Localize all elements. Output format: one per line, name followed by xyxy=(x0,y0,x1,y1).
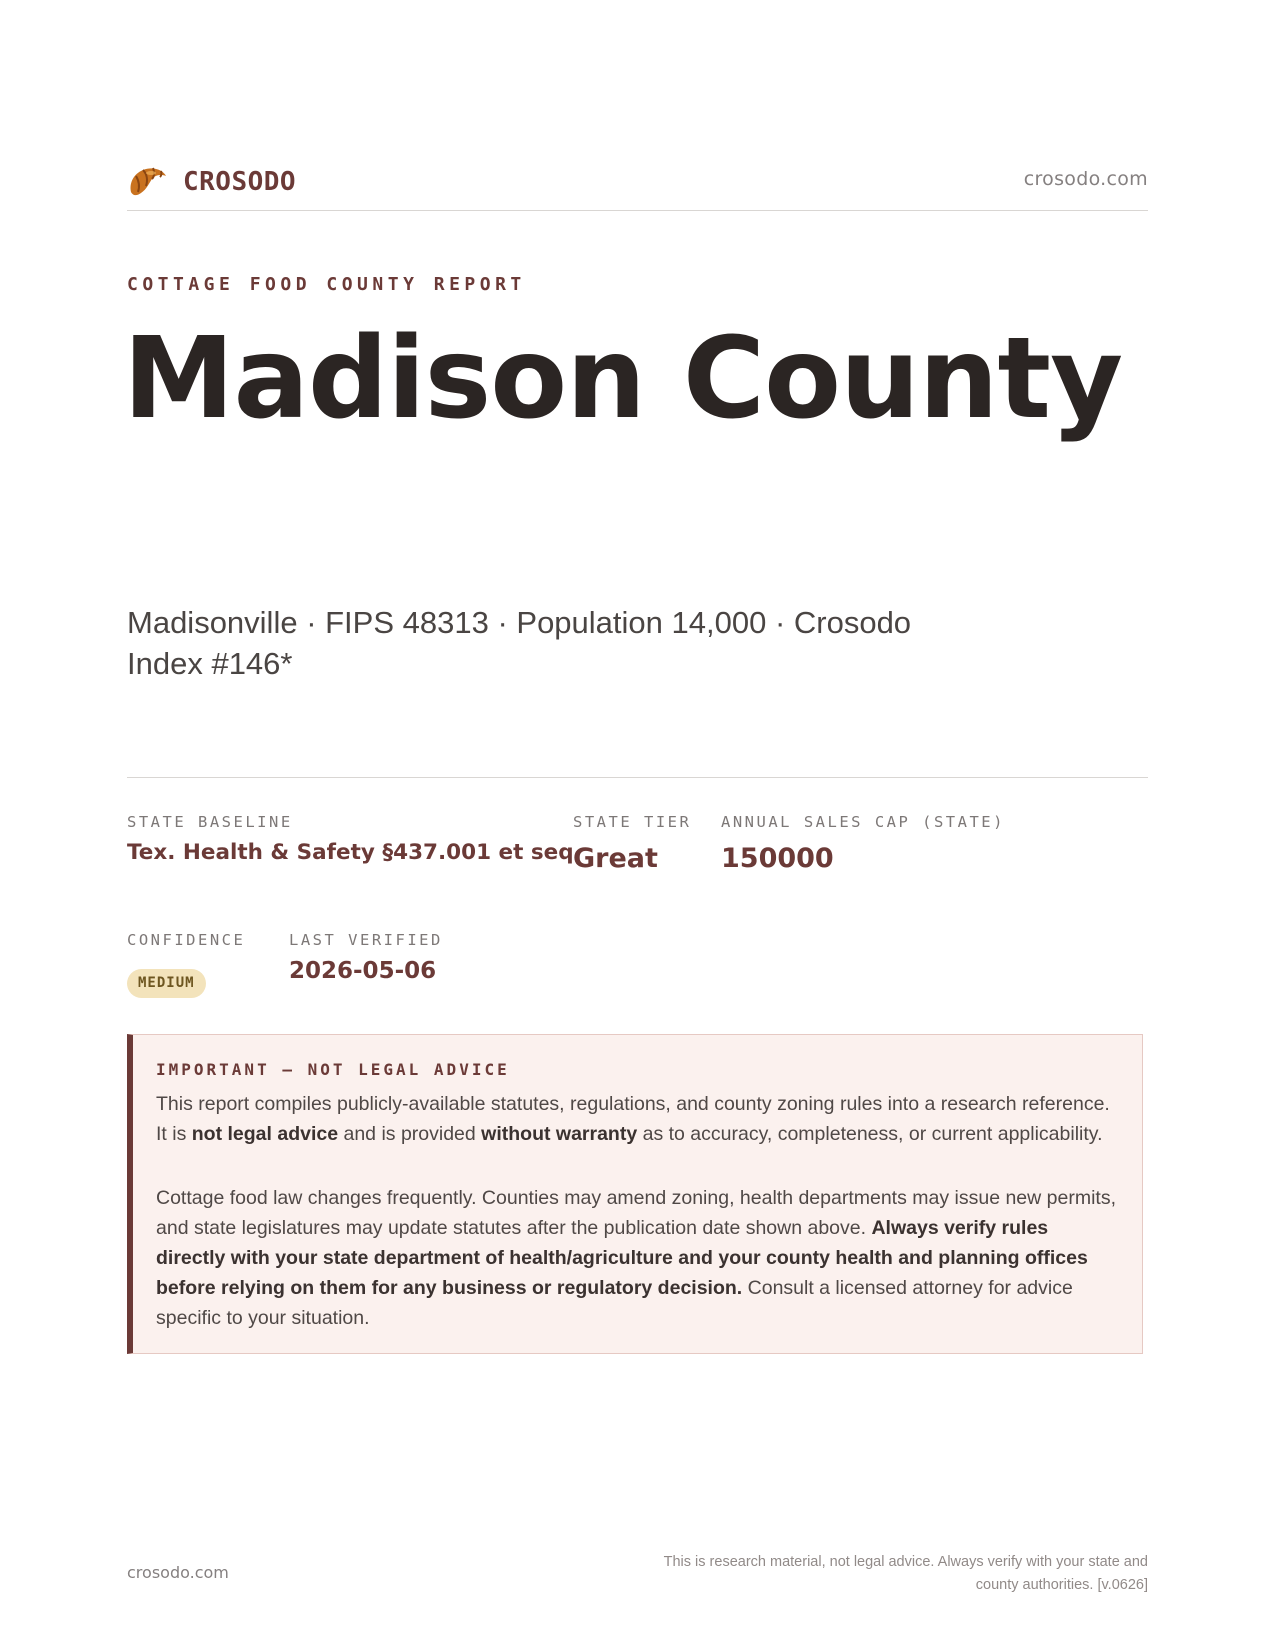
section-divider xyxy=(127,777,1148,778)
sales-cap-label: ANNUAL SALES CAP (STATE) xyxy=(721,813,1005,831)
disclaimer-text: as to accuracy, completeness, or current applicability. xyxy=(637,1123,1103,1145)
confidence-badge: MEDIUM xyxy=(127,969,206,998)
last-verified-value: 2026-05-06 xyxy=(289,958,437,984)
state-baseline-value: Tex. Health & Safety §437.001 et seq. xyxy=(127,840,582,865)
disclaimer-paragraph-1 xyxy=(156,1089,1116,1149)
croissant-icon xyxy=(127,162,169,202)
disclaimer-emphasis: without warranty xyxy=(481,1123,638,1145)
footer-url-link[interactable]: crosodo.com xyxy=(127,1563,229,1582)
legal-disclaimer-box xyxy=(127,1034,1143,1354)
report-type-label: COTTAGE FOOD COUNTY REPORT xyxy=(127,274,526,295)
last-verified-label: LAST VERIFIED xyxy=(289,931,443,949)
sales-cap-value: 150000 xyxy=(721,843,834,874)
disclaimer-paragraph-2 xyxy=(156,1183,1116,1333)
brand[interactable] xyxy=(127,162,296,202)
disclaimer-title: IMPORTANT — NOT LEGAL ADVICE xyxy=(156,1060,510,1079)
header-url-link[interactable]: crosodo.com xyxy=(1023,168,1148,190)
state-baseline-label: STATE BASELINE xyxy=(127,813,293,831)
state-tier-value: Great xyxy=(573,843,658,874)
page-title: Madison County xyxy=(123,314,1123,444)
disclaimer-text: Cottage food law changes frequently. Counties may amend zoning, health departments may issue new permits, and state legislatures may update statutes after the publication date shown above. xyxy=(156,1187,1116,1239)
footer-disclaimer: This is research material, not legal advice. Always verify with your state and county authorities. [v.0626] xyxy=(663,1554,1148,1593)
county-subtitle: Madisonville · FIPS 48313 · Population 14,000 · Crosodo Index #146* xyxy=(127,605,912,681)
disclaimer-text: Consult a licensed attorney for advice specific to your situation. xyxy=(156,1277,1073,1329)
disclaimer-emphasis: not legal advice xyxy=(191,1123,339,1145)
disclaimer-text: This report compiles publicly-available statutes, regulations, and county zoning rules into a research reference. It is xyxy=(156,1093,1110,1145)
disclaimer-emphasis: Always verify rules directly with your state department of health/agriculture and your county health and planning offices before relying on them for any business or regulatory decision. xyxy=(156,1217,1088,1299)
brand-name: CROSODO xyxy=(183,167,297,197)
page-header xyxy=(127,158,1148,211)
report-page xyxy=(123,0,1148,1650)
state-tier-label: STATE TIER xyxy=(573,813,692,831)
disclaimer-text: and is provided xyxy=(338,1123,482,1145)
confidence-label: CONFIDENCE xyxy=(127,931,246,949)
